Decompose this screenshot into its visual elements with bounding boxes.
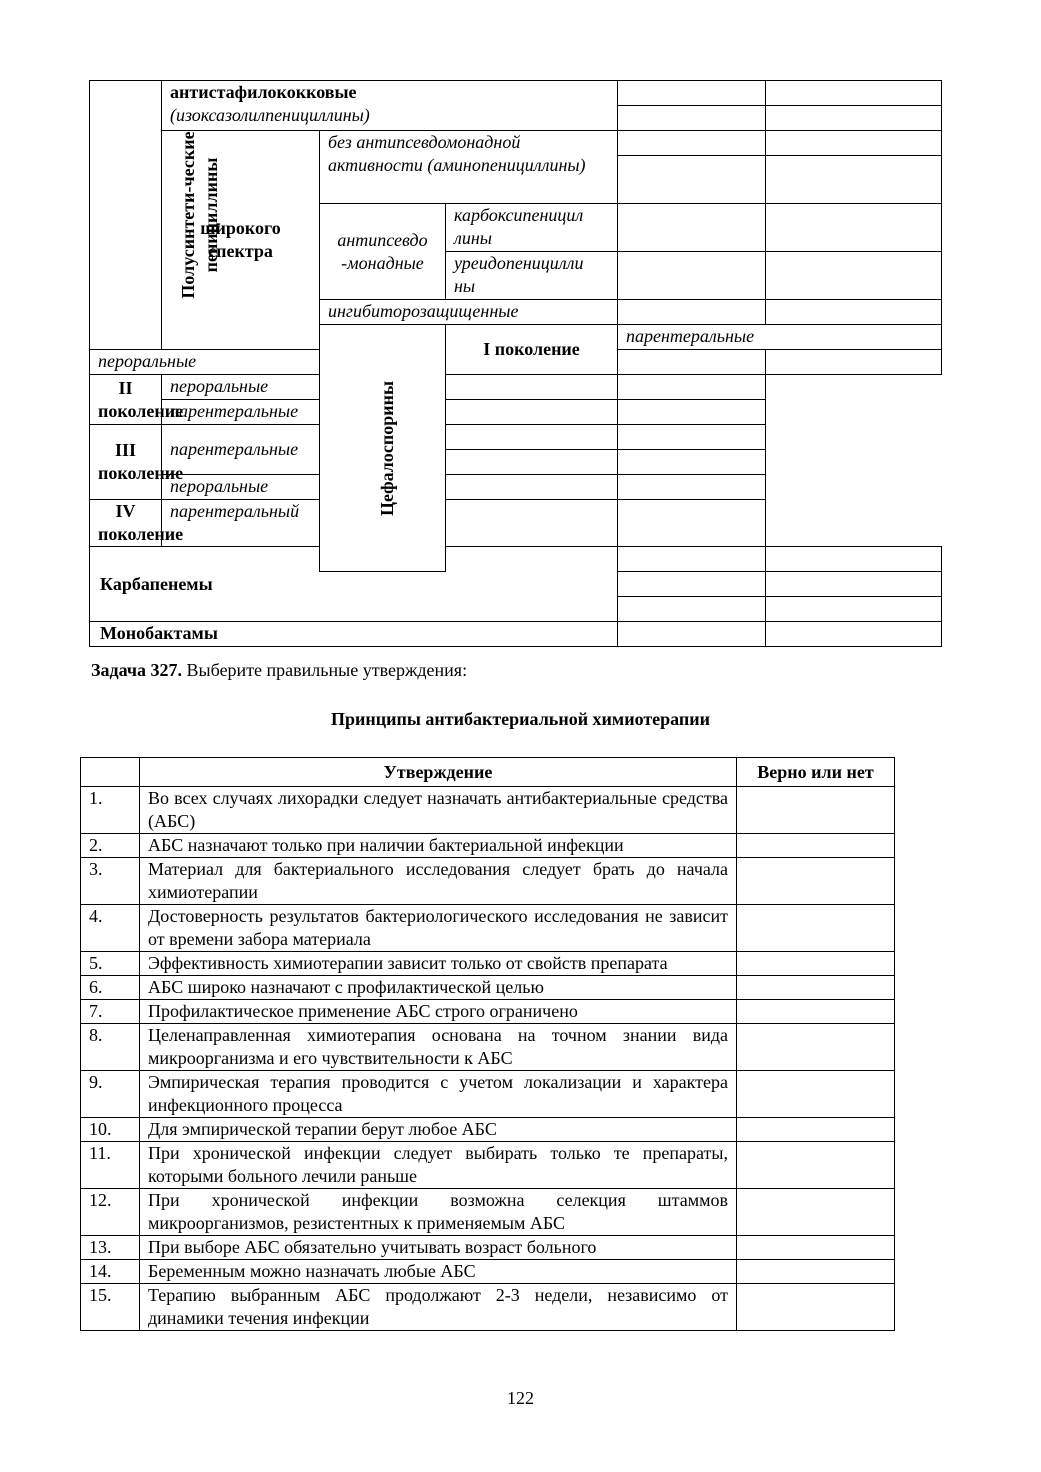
answer-cell[interactable]: [766, 81, 942, 106]
group-label-semisynthetic-penicillins: Полусинтети-ческие пенициллины: [90, 81, 162, 350]
ureidopenicillins-cell: уреидопеницилли ны: [446, 252, 618, 300]
gen3-parenteral: парентеральные: [162, 425, 446, 475]
gen2-label: II поколение: [90, 375, 162, 425]
task-label: Задача 327.: [91, 660, 183, 680]
antipseudomonal-label: антипсевдо -монадные: [320, 204, 446, 300]
answer-cell[interactable]: [766, 300, 942, 325]
answer-cell[interactable]: [737, 787, 895, 834]
statement-text: Эмпирическая терапия проводится с учетом локализации и характера инфекционного процесса: [140, 1071, 737, 1118]
answer-cell[interactable]: [737, 1071, 895, 1118]
answer-cell[interactable]: [766, 572, 942, 597]
statement-text: Профилактическое применение АБС строго ограничено: [140, 1000, 737, 1024]
inhibitor-protected-cell: ингибиторозащищенные: [320, 300, 618, 325]
statement-text: Достоверность результатов бактериологического исследования не зависит от времени забора материала: [140, 905, 737, 952]
row-number: 13.: [81, 1236, 140, 1260]
task-text: Выберите правильные утверждения:: [182, 660, 468, 680]
statement-text: При хронической инфекции возможна селекция штаммов микроорганизмов, резистентных к применяемым АБС: [140, 1189, 737, 1236]
row-number: 6.: [81, 976, 140, 1000]
section-title: Принципы антибактериальной химиотерапии: [330, 709, 711, 729]
statement-text: Беременным можно назначать любые АБС: [140, 1260, 737, 1284]
answer-cell[interactable]: [618, 425, 766, 450]
page-number: 122: [507, 1388, 534, 1408]
answer-cell[interactable]: [618, 475, 766, 500]
statement-text: При хронической инфекции следует выбирать только те препараты, которыми больного лечили раньше: [140, 1142, 737, 1189]
row-number: 14.: [81, 1260, 140, 1284]
answer-cell[interactable]: [618, 572, 766, 597]
antibiotic-classes-table: [89, 80, 942, 647]
table-row: [81, 976, 895, 1000]
answer-cell[interactable]: [618, 375, 766, 400]
gen1-parenteral: парентеральные: [618, 325, 942, 350]
row-number: 4.: [81, 905, 140, 952]
header-number: [81, 758, 140, 787]
answer-cell[interactable]: [766, 156, 942, 204]
row-number: 5.: [81, 952, 140, 976]
table-row: [81, 1118, 895, 1142]
gen2-parenteral: парентеральные: [162, 400, 446, 425]
answer-cell[interactable]: [737, 1024, 895, 1071]
task-prompt: [91, 660, 467, 681]
carboxypenicillins-cell: карбоксипеницил лины: [446, 204, 618, 252]
answer-cell[interactable]: [737, 1284, 895, 1331]
table-row: [81, 952, 895, 976]
answer-cell[interactable]: [618, 547, 766, 572]
row-number: 2.: [81, 834, 140, 858]
row-number: 12.: [81, 1189, 140, 1236]
answer-cell[interactable]: [618, 131, 766, 156]
answer-cell[interactable]: [766, 252, 942, 300]
table-row: [81, 1142, 895, 1189]
gen3-label: III поколение: [90, 425, 162, 500]
answer-cell[interactable]: [766, 597, 942, 622]
gen1-label: I поколение: [446, 325, 618, 375]
answer-cell[interactable]: [618, 300, 766, 325]
table-row: [81, 834, 895, 858]
aminopenicillins-cell: без антипсевдомонадной активности (аминопенициллины): [320, 131, 618, 204]
table-row: [81, 1189, 895, 1236]
answer-cell[interactable]: [737, 1189, 895, 1236]
row-number: 8.: [81, 1024, 140, 1071]
answer-cell[interactable]: [737, 1236, 895, 1260]
table-row: [81, 1260, 895, 1284]
carbapenems-label: Карбапенемы: [90, 547, 618, 622]
answer-cell[interactable]: [618, 500, 766, 547]
row-number: 10.: [81, 1118, 140, 1142]
answer-cell[interactable]: [737, 1142, 895, 1189]
answer-cell[interactable]: [618, 450, 766, 475]
table-row: [81, 787, 895, 834]
answer-cell[interactable]: [618, 156, 766, 204]
answer-cell[interactable]: [766, 547, 942, 572]
statement-text: Во всех случаях лихорадки следует назначать антибактериальные средства (АБС): [140, 787, 737, 834]
answer-cell[interactable]: [737, 1260, 895, 1284]
answer-cell[interactable]: [618, 597, 766, 622]
statements-table: [80, 757, 895, 1331]
answer-cell[interactable]: [766, 204, 942, 252]
table-row: [81, 858, 895, 905]
answer-cell[interactable]: [766, 350, 942, 375]
answer-cell[interactable]: [618, 350, 766, 375]
statement-text: Для эмпирической терапии берут любое АБС: [140, 1118, 737, 1142]
answer-cell[interactable]: [737, 834, 895, 858]
antistaph-cell: антистафилококковые (изоксазолилпенициллины): [162, 81, 618, 131]
answer-cell[interactable]: [618, 622, 766, 647]
answer-cell[interactable]: [766, 106, 942, 131]
gen1-oral: пероральные: [90, 350, 320, 375]
answer-cell[interactable]: [737, 1118, 895, 1142]
group-label-cephalosporins: Цефалоспорины: [320, 325, 446, 572]
row-number: 7.: [81, 1000, 140, 1024]
gen4-parenteral: парентеральный: [162, 500, 446, 547]
answer-cell[interactable]: [737, 858, 895, 905]
answer-cell[interactable]: [737, 905, 895, 952]
statement-text: АБС назначают только при наличии бактериальной инфекции: [140, 834, 737, 858]
gen2-oral: пероральные: [162, 375, 446, 400]
row-number: 3.: [81, 858, 140, 905]
gen4-label: IV поколение: [90, 500, 162, 547]
table-row: [81, 1284, 895, 1331]
answer-cell[interactable]: [618, 400, 766, 425]
header-statement: Утверждение: [140, 758, 737, 787]
table-row: [81, 905, 895, 952]
answer-cell[interactable]: [618, 106, 766, 131]
statement-text: Материал для бактериального исследования следует брать до начала химиотерапии: [140, 858, 737, 905]
answer-cell[interactable]: [737, 976, 895, 1000]
answer-cell[interactable]: [766, 131, 942, 156]
row-number: 11.: [81, 1142, 140, 1189]
answer-cell[interactable]: [618, 81, 766, 106]
table-row: [81, 1000, 895, 1024]
answer-cell[interactable]: [446, 375, 618, 400]
row-number: 9.: [81, 1071, 140, 1118]
answer-cell[interactable]: [446, 400, 618, 425]
statement-text: АБС широко назначают с профилактической целью: [140, 976, 737, 1000]
statement-text: Эффективность химиотерапии зависит только от свойств препарата: [140, 952, 737, 976]
gen3-oral: пероральные: [162, 475, 446, 500]
statement-text: Терапию выбранным АБС продолжают 2-3 недели, независимо от динамики течения инфекции: [140, 1284, 737, 1331]
answer-cell[interactable]: [446, 500, 618, 547]
monobactams-label: Монобактамы: [90, 622, 618, 647]
table-row: [81, 1236, 895, 1260]
answer-cell[interactable]: [737, 1000, 895, 1024]
answer-cell[interactable]: [446, 475, 618, 500]
answer-cell[interactable]: [766, 622, 942, 647]
row-number: 1.: [81, 787, 140, 834]
answer-cell[interactable]: [618, 252, 766, 300]
table-row: [81, 1024, 895, 1071]
table-row: [81, 1071, 895, 1118]
row-number: 15.: [81, 1284, 140, 1331]
answer-cell[interactable]: [446, 425, 618, 450]
broad-spectrum-label: широкого спектра: [162, 131, 320, 350]
answer-cell[interactable]: [618, 204, 766, 252]
header-answer: Верно или нет: [737, 758, 895, 787]
answer-cell[interactable]: [737, 952, 895, 976]
answer-cell[interactable]: [446, 450, 618, 475]
statement-text: При выборе АБС обязательно учитывать возраст больного: [140, 1236, 737, 1260]
statement-text: Целенаправленная химиотерапия основана на точном знании вида микроорганизма и его чувствительности к АБС: [140, 1024, 737, 1071]
